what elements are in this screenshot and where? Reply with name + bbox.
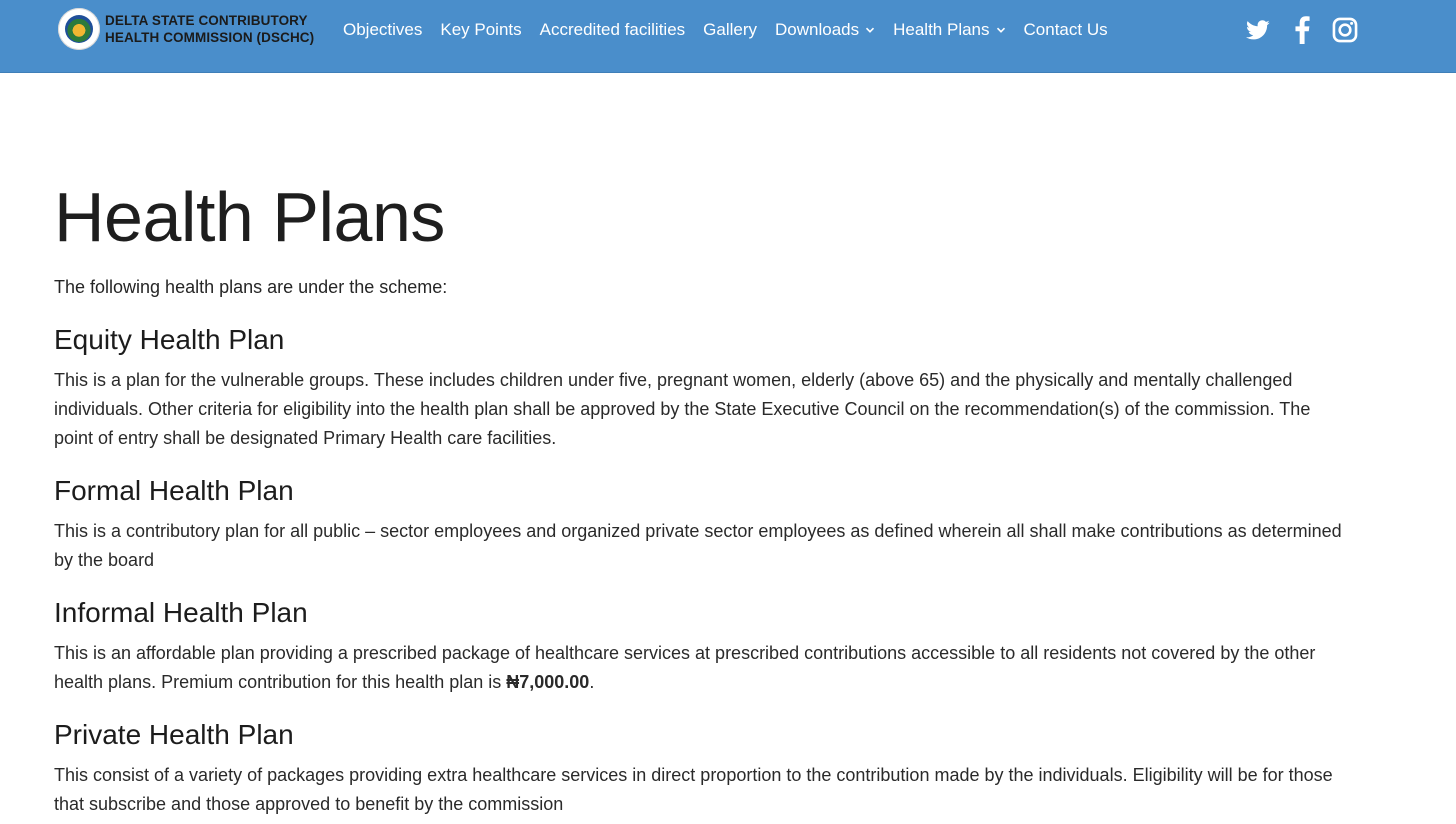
brand[interactable] [58, 8, 314, 50]
chevron-down-icon [996, 25, 1006, 35]
nav-downloads-label: Downloads [775, 20, 860, 39]
plan-title-informal: Informal Health Plan [54, 597, 308, 628]
twitter-icon [1244, 18, 1272, 42]
nav-health-plans-dropdown[interactable] [893, 20, 1005, 40]
premium-price: ₦7,000.00 [506, 672, 590, 692]
brand-line-1: DELTA STATE CONTRIBUTORY [105, 13, 308, 28]
nav-contact-us[interactable]: Contact Us [1023, 20, 1108, 39]
facebook-link[interactable] [1292, 16, 1312, 44]
nav-downloads-dropdown[interactable] [775, 20, 875, 40]
plan-description-equity: This is a plan for the vulnerable groups. These includes children under five, pregnant women, elderly (above 65) and the physically and mentally challenged individuals. Other criteria for eligibility into the health plan shall be approved by the State Executive Council on the recommendation(s) of the commission. The point of entry shall be designated Primary Health care facilities. [54, 370, 1311, 448]
nav-objectives[interactable]: Objectives [343, 20, 423, 39]
twitter-link[interactable] [1244, 16, 1272, 44]
main-content [54, 175, 1354, 819]
main-nav [343, 0, 1126, 60]
instagram-link[interactable] [1332, 16, 1358, 44]
brand-text [105, 12, 314, 46]
plan-title-private: Private Health Plan [54, 719, 294, 750]
top-navigation-bar [0, 0, 1456, 73]
intro-text: The following health plans are under the scheme: [54, 277, 448, 297]
plan-description-informal-text: This is an affordable plan providing a prescribed package of healthcare services at prescribed contributions accessible to all residents not covered by the other health plans. Premium contribution for this health plan is [54, 643, 1316, 692]
nav-health-plans-label: Health Plans [893, 20, 990, 39]
plan-title-equity: Equity Health Plan [54, 324, 285, 355]
nav-key-points[interactable]: Key Points [440, 20, 522, 39]
facebook-icon [1292, 16, 1312, 44]
dschc-logo-icon [58, 8, 100, 50]
logo-emblem [65, 15, 93, 43]
brand-line-2: HEALTH COMMISSION (DSCHC) [105, 30, 315, 45]
chevron-down-icon [865, 25, 875, 35]
instagram-icon [1332, 17, 1358, 43]
plan-description-private: This consist of a variety of packages providing extra healthcare services in direct proportion to the contribution made by the individuals. Eligibility will be for those that subscribe and those approved to benefit by the commission [54, 765, 1333, 814]
plan-description-formal: This is a contributory plan for all public – sector employees and organized private sector employees as defined wherein all shall make contributions as determined by the board [54, 521, 1342, 570]
plan-description-informal-suffix: . [589, 672, 595, 692]
nav-gallery[interactable]: Gallery [703, 20, 758, 39]
plan-title-formal: Formal Health Plan [54, 475, 294, 506]
plan-description-informal [54, 639, 1354, 697]
page-title: Health Plans [54, 178, 445, 256]
nav-accredited-facilities[interactable]: Accredited facilities [539, 20, 686, 39]
